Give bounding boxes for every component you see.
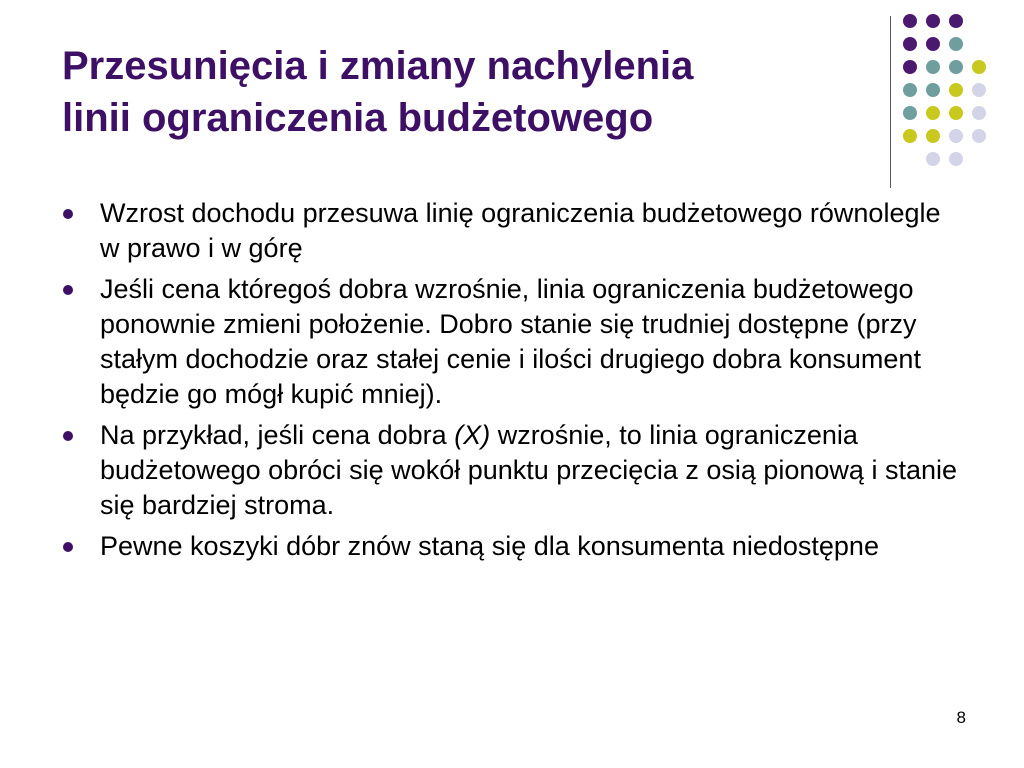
decorative-dot: [903, 60, 917, 74]
bullet-marker: [63, 431, 73, 441]
decorative-dot: [926, 106, 940, 120]
decorative-dot: [972, 60, 986, 74]
bullet-marker: [63, 209, 73, 219]
slide-title: [62, 40, 862, 144]
decorative-dot: [972, 129, 986, 143]
decorative-dot: [926, 129, 940, 143]
decorative-dot: [949, 37, 963, 51]
slide-title-line-2: linii ograniczenia budżetowego: [62, 96, 654, 140]
decorative-dot: [949, 129, 963, 143]
bullet-marker: [63, 285, 73, 295]
decorative-dot: [926, 152, 940, 166]
bullet-text-3-before: Na przykład, jeśli cena dobra: [100, 420, 455, 450]
bullet-marker: [63, 542, 73, 552]
bullet-text-4: Pewne koszyki dóbr znów staną się dla konsumenta niedostępne: [100, 531, 879, 561]
decorative-dot: [903, 129, 917, 143]
bullet-item-4: [60, 529, 960, 564]
decorative-dot-grid: [903, 14, 1017, 164]
decorative-dot: [926, 37, 940, 51]
bullet-text-2: Jeśli cena któregoś dobra wzrośnie, linia ograniczenia budżetowego ponownie zmieni położenie. Dobro stanie się trudniej dostępne (przy stałym dochodzie oraz stałej cenie i ilości drugiego dobra konsument będzie go mógł kupić mniej).: [100, 274, 921, 409]
bullet-list: [60, 196, 960, 570]
decorative-dot: [949, 60, 963, 74]
page-number: 8: [956, 708, 966, 727]
decorative-dot: [926, 83, 940, 97]
decorative-dot: [949, 106, 963, 120]
bullet-item-1: [60, 196, 960, 266]
bullet-text-3-italic: (X): [454, 420, 491, 450]
decorative-dot: [903, 83, 917, 97]
decorative-dot: [903, 106, 917, 120]
decorative-dot: [949, 152, 963, 166]
bullet-text-3-after: wzrośnie, to linia ograniczenia budżetowego obróci się wokół punktu przecięcia z osią pionową i stanie się bardziej stroma.: [100, 420, 957, 520]
bullet-item-2: [60, 272, 960, 412]
decorative-dot: [949, 83, 963, 97]
bullet-text-1: Wzrost dochodu przesuwa linię ograniczenia budżetowego równolegle w prawo i w górę: [100, 198, 941, 263]
decorative-dot: [949, 14, 963, 28]
decorative-dot: [972, 106, 986, 120]
decorative-dot: [903, 37, 917, 51]
decorative-dot: [972, 83, 986, 97]
vertical-divider: [890, 16, 891, 188]
decorative-dot: [926, 60, 940, 74]
bullet-text-3: [100, 420, 957, 520]
bullet-item-3: [60, 418, 960, 523]
decorative-dot: [903, 14, 917, 28]
decorative-dot: [926, 14, 940, 28]
slide-title-line-1: Przesunięcia i zmiany nachylenia: [62, 44, 694, 88]
